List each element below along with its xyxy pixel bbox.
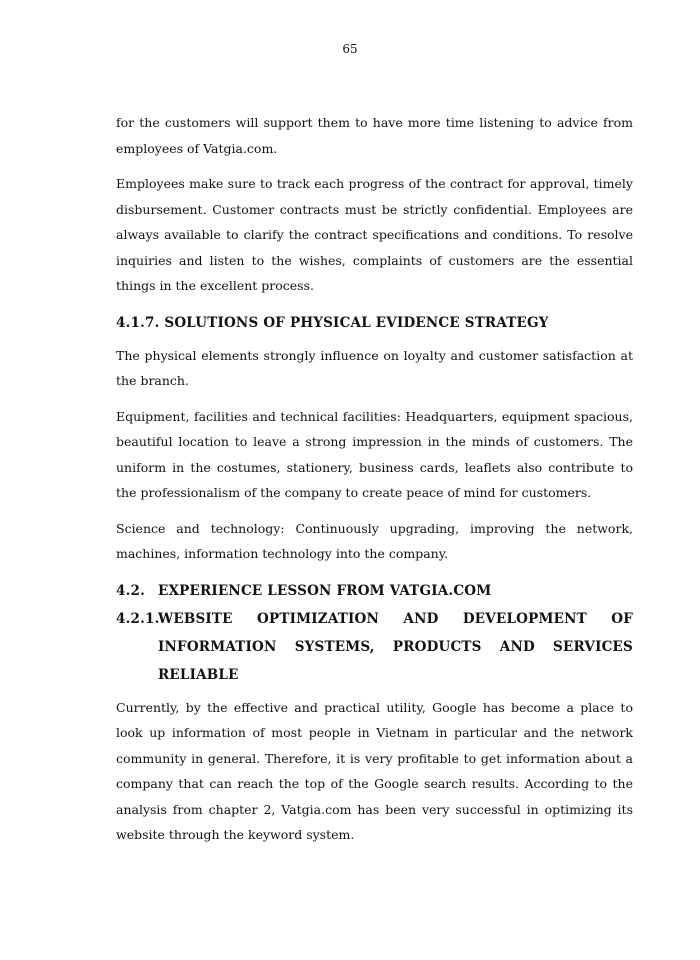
heading-4-1-7: 4.1.7. SOLUTIONS OF PHYSICAL EVIDENCE STRATEGY [116,314,549,331]
paragraph-physical-elements: The physical elements strongly influence on loyalty and customer satisfaction at the branch. [116,347,633,388]
paragraph-equipment: Equipment, facilities and technical facilities: Headquarters, equipment spacious, beautiful location to leave a strong impression in the minds of customers. The uniform in the costumes, stationery, business cards, leaflets also contribute to the professionalism of the company to create peace of mind for customers. [116,408,633,500]
heading-4-2 [116,577,633,605]
heading-4-2-number: 4.2. [116,582,145,599]
paragraph-google: Currently, by the effective and practical utility, Google has become a place to look up information of most people in Vietnam in particular and the network community in general. Therefore, it is very profitable to get information about a company that can reach the top of the Google search results. According to the analysis from chapter 2, Vatgia.com has been very successful in optimizing its website through the keyword system. [116,699,633,842]
document-body [116,110,633,858]
paragraph-science-technology: Science and technology: Continuously upgrading, improving the network, machines, information technology into the company. [116,520,633,561]
heading-4-2-1-title: WEBSITE OPTIMIZATION AND DEVELOPMENT OF INFORMATION SYSTEMS, PRODUCTS AND SERVICES RELIABLE [158,610,633,683]
paragraph-employees: Employees make sure to track each progress of the contract for approval, timely disbursement. Customer contracts must be strictly confidential. Employees are always available to clarify the contract specifications and conditions. To resolve inquiries and listen to the wishes, complaints of customers are the essential things in the excellent process. [116,176,633,293]
heading-4-2-title: EXPERIENCE LESSON FROM VATGIA.COM [158,582,492,599]
heading-4-2-1-number: 4.2.1. [116,610,160,627]
heading-4-2-1 [116,605,633,689]
page-number: 65 [342,42,358,56]
paragraph-continuation: for the customers will support them to have more time listening to advice from employees of Vatgia.com. [116,115,633,156]
